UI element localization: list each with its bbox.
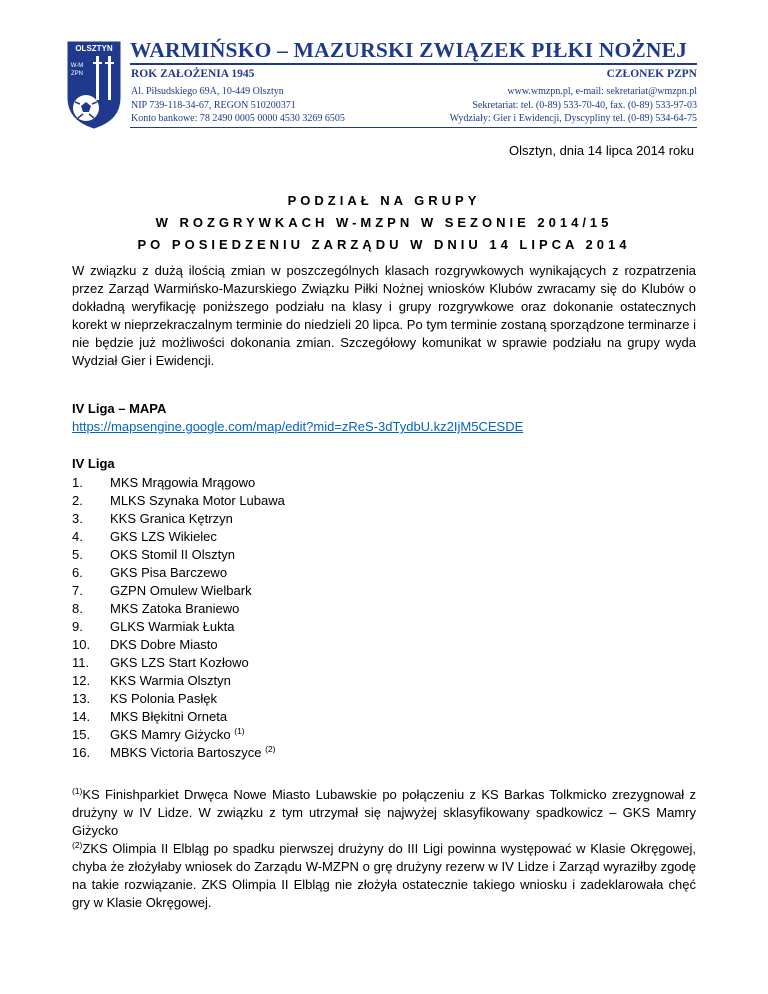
address: Al. Piłsudskiego 69A, 10-449 Olsztyn [131, 86, 284, 97]
club-name: GKS Pisa Barczewo [110, 565, 228, 580]
footnote-mark: (1) [234, 726, 245, 736]
org-name: WARMIŃSKO – MAZURSKI ZWIĄZEK PIŁKI NOŻNEJ [130, 38, 688, 62]
club-name: KKS Warmia Olsztyn [110, 673, 231, 688]
contact-right [450, 85, 697, 126]
web-email: www.wmzpn.pl, e-mail: sekretariat@wmzpn.pl [507, 86, 697, 97]
list-item: 15. GKS Mamry Giżycko $^{(1)}$ [72, 726, 245, 742]
list-item: 16. MBKS Victoria Bartoszyce $^{(2)}$ [72, 744, 276, 760]
pzpn-membership: CZŁONEK PZPN [606, 68, 697, 80]
header-divider [130, 63, 697, 65]
footnote-mark: (2) [265, 744, 276, 754]
list-item: 10. DKS Dobre Miasto [72, 637, 218, 652]
footnote-mark: (2) [72, 840, 83, 850]
wmzpn-logo [66, 40, 122, 130]
title-line-2: W ROZGRYWKACH W-MZPN W SEZONIE 2014/15 [155, 215, 613, 230]
list-item: 9. GLKS Warmiak Łukta [72, 619, 235, 634]
map-link[interactable]: https://mapsengine.google.com/map/edit?mid=zReS-3dTydbU.kz2IjM5CESDE [72, 419, 524, 434]
club-name: GKS LZS Wikielec [110, 529, 217, 544]
footnote-text: KS Finishparkiet Drwęca Nowe Miasto Lubawskie po połączeniu z KS Barkas Tolkmicko zrezygnował z drużyny w IV Lidze. W związku z tym utrzymał się najwyżej sklasyfikowany spadkowicz – GKS Mamry Giżycko [72, 787, 696, 838]
intro-paragraph: W związku z dużą ilością zmian w poszczególnych klasach rozgrywkowych wynikających z rozpatrzenia przez Zarząd Warmińsko-Mazurskiego Związku Piłki Nożnej wniosków Klubów zwracamy się do Klubów o dokładną weryfikację poniższego podziału na klasy i grupy rozgrywkowe oraz dokonanie ostatecznych korekt w nieprzekraczalnym terminie do niedzieli 20 lipca. Po tym terminie zostaną sporządzone terminarze i nie będzie już możliwości dokonania zmian. Szczegółowy komunikat w sprawie podziału na grupy wyda Wydział Gier i Ewidencji. [72, 263, 696, 368]
footnote-text: ZKS Olimpia II Elbląg po spadku pierwszej drużyny do III Ligi powinna występować w Klasie Okręgowej, chyba że złożyłaby wniosek do Zarządu W-MZPN o grę drużyny rezerw w IV Lidze i Zarząd wyraziłby zgodę na takie rozwiązanie. ZKS Olimpia II Elbląg nie złożyła ostatecznie takiego wniosku i zadeklarowała chęć gry w Klasie Okręgowej. [72, 841, 696, 910]
list-item: 5. OKS Stomil II Olsztyn [72, 547, 235, 562]
club-name: OKS Stomil II Olsztyn [110, 547, 235, 562]
departments-phone: Wydziały: Gier i Ewidencji, Dyscypliny tel. (0-89) 534-64-75 [449, 113, 697, 124]
footnote-1 [72, 786, 696, 840]
club-name: MKS Zatoka Braniewo [110, 601, 240, 616]
club-name: KKS Granica Kętrzyn [110, 511, 233, 526]
club-name: KS Polonia Pasłęk [110, 691, 217, 706]
date-line: Olsztyn, dnia 14 lipca 2014 roku [509, 143, 694, 158]
club-name: GKS Mamry Giżycko [110, 727, 231, 742]
bank-account: Konto bankowe: 78 2490 0005 0000 4530 3269 6505 [131, 113, 345, 124]
logo-code-2: ZPN [71, 71, 83, 77]
club-name: GLKS Warmiak Łukta [110, 619, 235, 634]
club-name: MBKS Victoria Bartoszyce [110, 745, 262, 760]
map-heading: IV Liga – MAPA [72, 401, 167, 416]
title-line-1: PODZIAŁ NA GRUPY [287, 193, 481, 208]
club-name: MKS Błękitni Orneta [110, 709, 228, 724]
club-list [72, 474, 285, 762]
document-title [0, 190, 768, 256]
logo-city: OLSZTYN [75, 44, 113, 53]
list-item: 13. KS Polonia Pasłęk [72, 691, 217, 706]
list-item: 7. GZPN Omulew Wielbark [72, 583, 252, 598]
footnote-2 [72, 840, 696, 912]
secretariat-phone: Sekretariat: tel. (0-89) 533-70-40, fax. (0-89) 533-97-03 [472, 99, 697, 111]
list-item: 3. KKS Granica Kętrzyn [72, 511, 233, 526]
club-name: MLKS Szynaka Motor Lubawa [110, 493, 285, 508]
logo-code-1: W-M [70, 63, 84, 69]
club-name: MKS Mrągowia Mrągowo [110, 475, 256, 490]
list-item: 4. GKS LZS Wikielec [72, 529, 217, 544]
contact-left [131, 85, 345, 126]
founded-year: ROK ZAŁOŻENIA 1945 [131, 68, 255, 80]
club-name: GKS LZS Start Kozłowo [110, 655, 249, 670]
list-item: 8. MKS Zatoka Braniewo [72, 601, 240, 616]
list-item: 12. KKS Warmia Olsztyn [72, 673, 231, 688]
header-bottom-divider [130, 127, 697, 128]
list-item: 14. MKS Błękitni Orneta [72, 709, 228, 724]
list-item: 1. MKS Mrągowia Mrągowo [72, 475, 256, 490]
nip-regon: NIP 739-118-34-67, REGON 510200371 [131, 99, 296, 111]
title-line-3: PO POSIEDZENIU ZARZĄDU W DNIU 14 LIPCA 2014 [137, 237, 631, 252]
club-name: GZPN Omulew Wielbark [110, 583, 252, 598]
league-heading: IV Liga [72, 456, 115, 471]
list-item: 2. MLKS Szynaka Motor Lubawa [72, 493, 285, 508]
club-name: DKS Dobre Miasto [110, 637, 218, 652]
list-item: 6. GKS Pisa Barczewo [72, 565, 228, 580]
list-item: 11. GKS LZS Start Kozłowo [72, 655, 249, 670]
footnote-mark: (1) [72, 786, 83, 796]
